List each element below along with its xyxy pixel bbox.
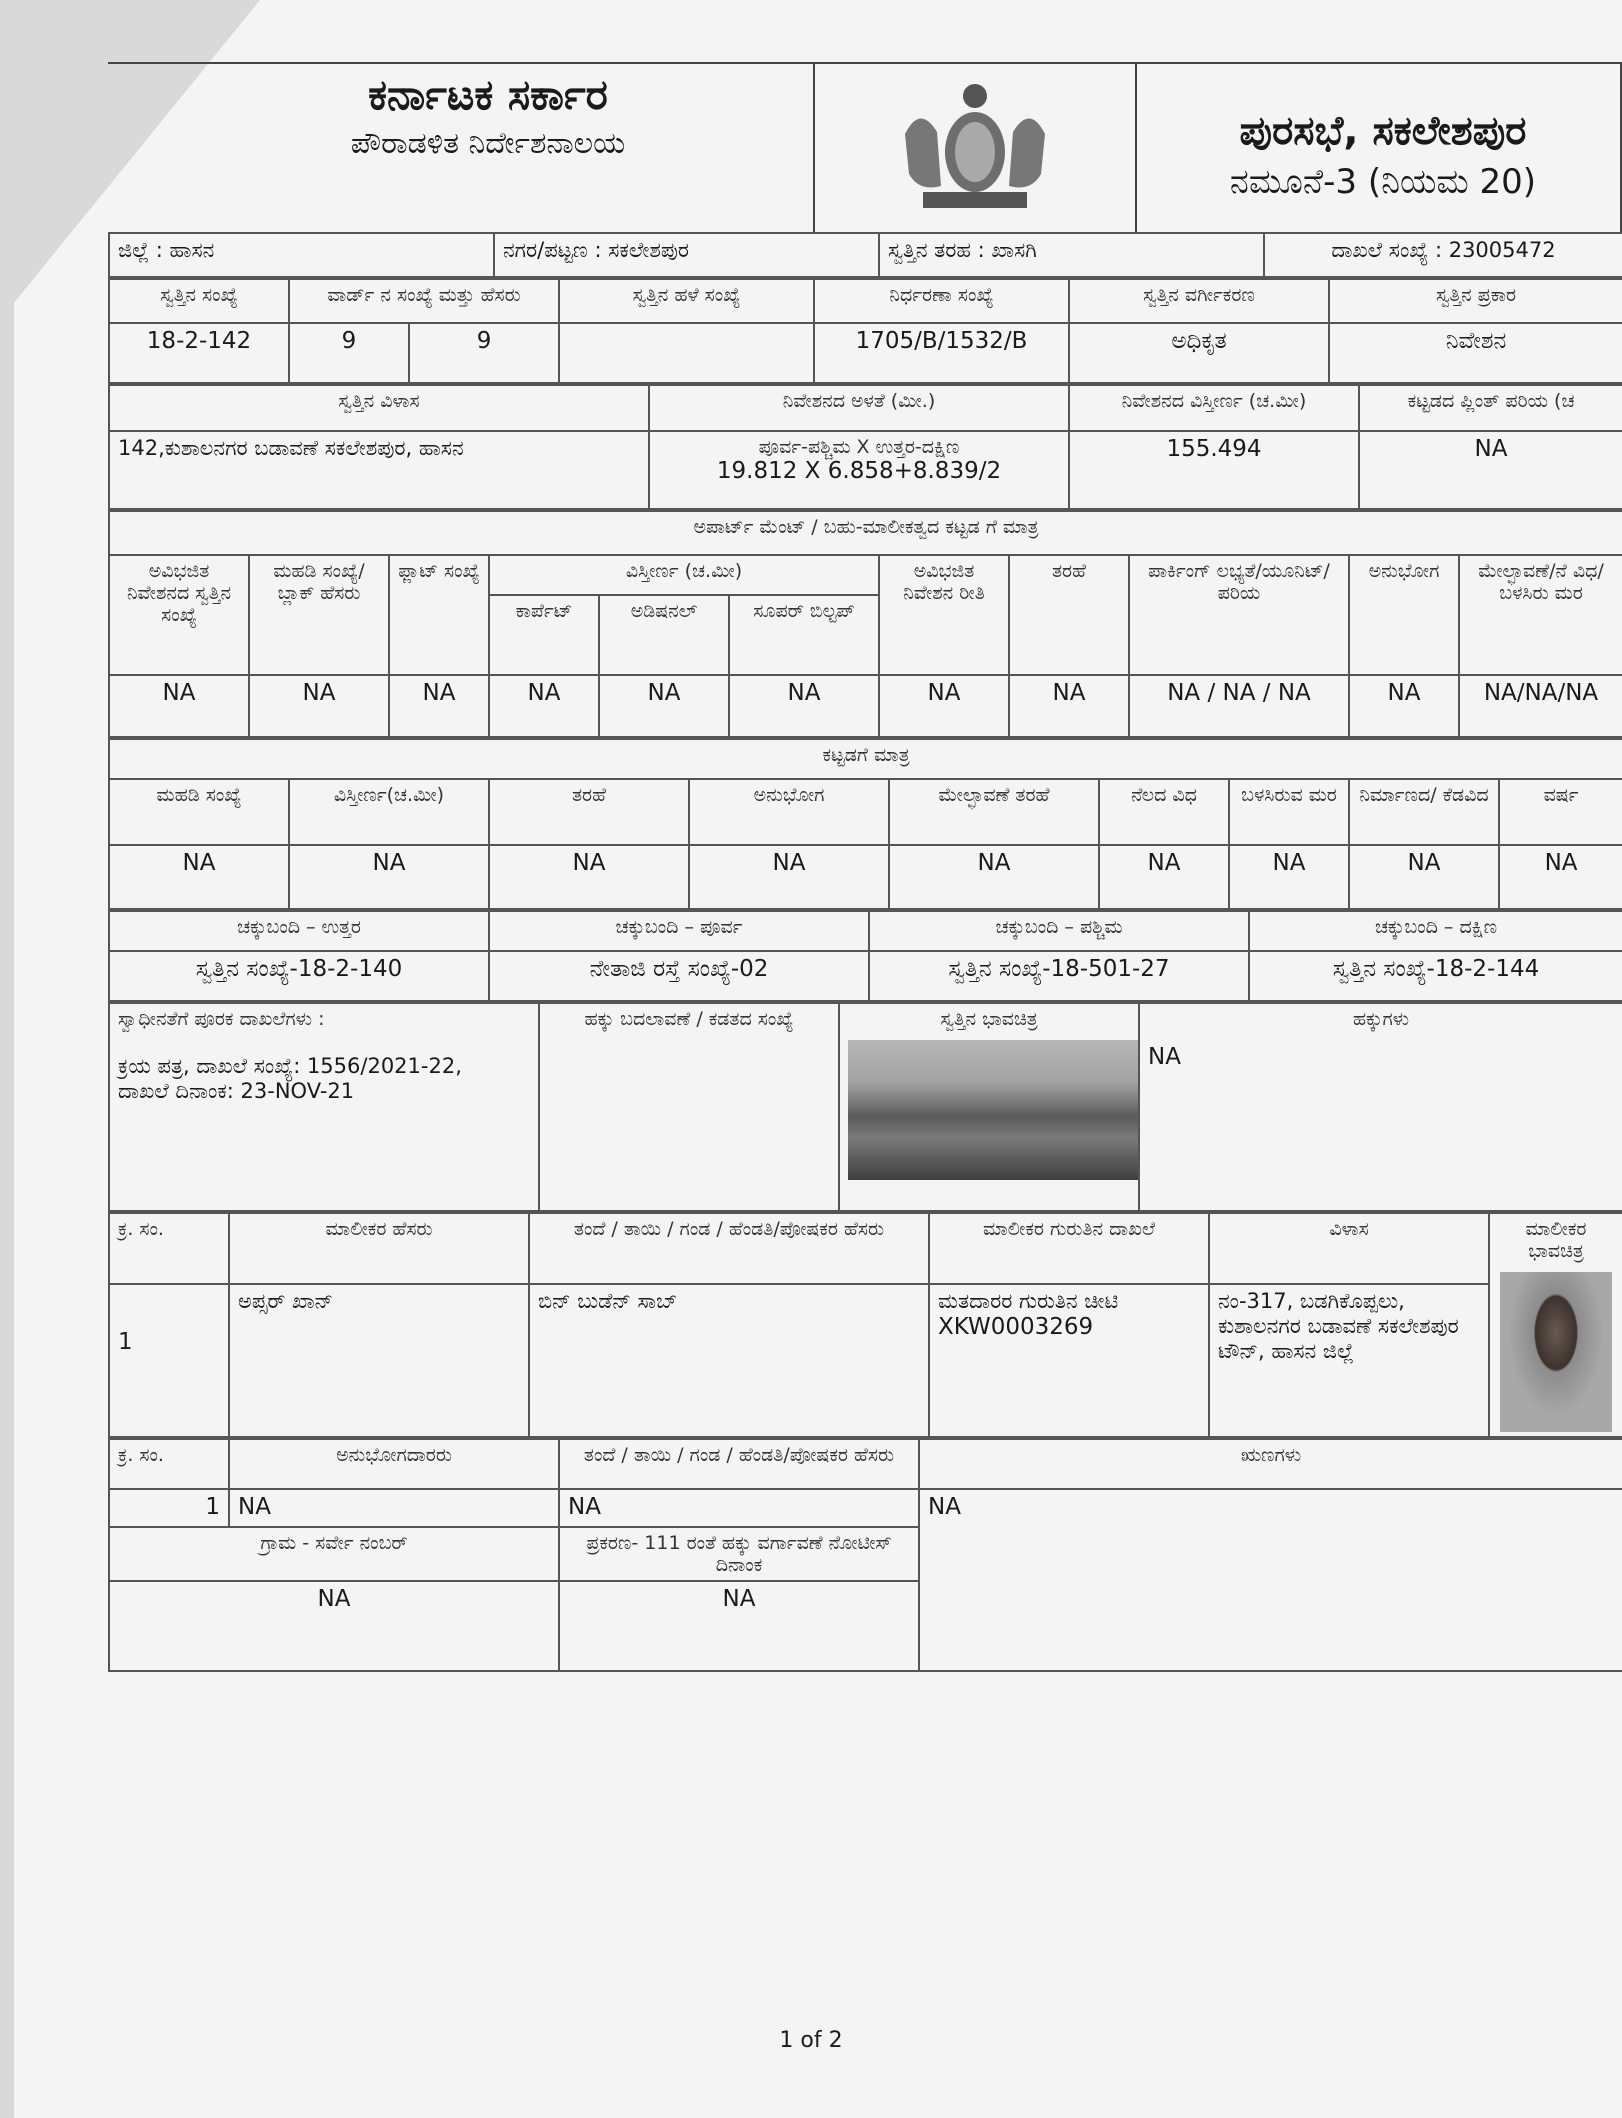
boundary-table	[108, 910, 1622, 1002]
bld-v2: NA	[489, 845, 689, 909]
occupant-sl: 1	[109, 1489, 229, 1527]
occupant-name-label: ಅನುಭೋಗದಾರರು	[229, 1439, 559, 1489]
owner-sl-value: 1	[118, 1329, 133, 1356]
bld-h3: ಅನುಭೋಗ	[689, 779, 889, 845]
property-table	[108, 278, 1622, 384]
owner-name: ಅಪ್ಸರ್ ಖಾನ್	[229, 1284, 529, 1437]
property-photo-label: ಸ್ವತ್ತಿನ ಭಾವಚಿತ್ರ	[940, 1008, 1038, 1030]
district-row	[108, 232, 1622, 278]
apt-area-group: ವಿಸ್ತೀರ್ಣ (ಚ.ಮೀ)	[489, 555, 879, 595]
building-band: ಕಟ್ಟಡಗೆ ಮಾತ್ರ	[109, 739, 1622, 779]
bld-h2: ತರಹೆ	[489, 779, 689, 845]
south-label: ಚಕ್ಕುಬಂದಿ – ದಕ್ಷಿಣ	[1249, 911, 1622, 951]
bld-h1: ವಿಸ್ತೀರ್ಣ(ಚ.ಮೀ)	[289, 779, 489, 845]
rights-value: NA	[1148, 1044, 1181, 1070]
bld-h0: ಮಹಡಿ ಸಂಖ್ಯೆ	[109, 779, 289, 845]
apt-h0: ಅವಿಭಜಿತ ನಿವೇಶನದ ಸ್ವತ್ತಿನ ಸಂಖ್ಯೆ	[109, 555, 249, 675]
apt-v5: NA	[729, 675, 879, 737]
apt-v4: NA	[599, 675, 729, 737]
form-number: ನಮೂನೆ-3 (ನಿಯಮ 20)	[1229, 162, 1537, 202]
owner-photo-label: ಮಾಲೀಕರ ಭಾವಚಿತ್ರ	[1525, 1218, 1587, 1262]
directorate-title: ಪೌರಾಡಳಿತ ನಿರ್ದೇಶನಾಲಯ	[350, 126, 626, 161]
debts-value: NA	[919, 1489, 1622, 1671]
supporting-docs-label: ಸ್ವಾಧೀನತೆಗೆ ಪೂರಕ ದಾಖಲೆಗಳು :	[118, 1008, 325, 1030]
old-no-label: ಸ್ವತ್ತಿನ ಹಳೆ ಸಂಖ್ಯೆ	[559, 279, 814, 323]
occupant-sl-label: ಕ್ರ. ಸಂ.	[109, 1439, 229, 1489]
owner-photo-cell	[1489, 1213, 1622, 1437]
mutation-label: ಹಕ್ಕು ಬದಲಾವಣೆ / ಕಡತದ ಸಂಖ್ಯೆ	[539, 1003, 839, 1211]
dimension-sub: ಪೂರ್ವ-ಪಶ್ಚಿಮ X ಉತ್ತರ-ದಕ್ಷಿಣ	[758, 436, 960, 458]
municipality-title: ಪುರಸಭೆ, ಸಕಲೇಶಪುರ	[1239, 108, 1527, 154]
north-label: ಚಕ್ಕುಬಂದಿ – ಉತ್ತರ	[109, 911, 489, 951]
assess-no: 1705/B/1532/B	[814, 323, 1069, 383]
municipality-heading	[1148, 64, 1618, 202]
old-no	[559, 323, 814, 383]
apt-v0: NA	[109, 675, 249, 737]
apt-h3: ಕಾರ್ಪೆಟ್	[489, 595, 599, 675]
apt-v2: NA	[389, 675, 489, 737]
debts-label: ಋಣಗಳು	[919, 1439, 1622, 1489]
town: ನಗರ/ಪಟ್ಟಣ : ಸಕಲೇಶಪುರ	[494, 233, 879, 277]
owner-relation: ಬಿನ್ ಬುಡೆನ್ ಸಾಬ್	[529, 1284, 929, 1437]
apt-h5: ಸೂಪರ್ ಬಿಲ್ಟಪ್	[729, 595, 879, 675]
owner-address: ನಂ-317, ಬಡಗಿಕೊಪ್ಪಲು, ಕುಶಾಲನಗರ ಬಡಾವಣೆ ಸಕಲೇಶಪುರ ಟೌನ್, ಹಾಸನ ಜಿಲ್ಲೆ	[1209, 1284, 1489, 1437]
apt-h10: ಮೇಲ್ಛಾವಣೆ/ನೆ ವಿಧ/ಬಳಸಿರು ಮರ	[1459, 555, 1622, 675]
owner-id-cell	[929, 1284, 1209, 1437]
apt-v3: NA	[489, 675, 599, 737]
east-boundary: ನೇತಾಜಿ ರಸ್ತೆ ಸಂಖ್ಯೆ-02	[489, 951, 869, 1001]
dimension-cell	[649, 431, 1069, 509]
east-label: ಚಕ್ಕುಬಂದಿ – ಪೂರ್ವ	[489, 911, 869, 951]
owner-address-label: ವಿಳಾಸ	[1209, 1213, 1489, 1284]
notice-value: NA	[559, 1581, 919, 1671]
west-label: ಚಕ್ಕುಬಂದಿ – ಪಶ್ಚಿಮ	[869, 911, 1249, 951]
bld-v0: NA	[109, 845, 289, 909]
occupant-name: NA	[229, 1489, 559, 1527]
occupant-relation: NA	[559, 1489, 919, 1527]
district: ಜಿಲ್ಲೆ : ಹಾಸನ	[109, 233, 494, 277]
bld-h6: ಬಳಸಿರುವ ಮರ	[1229, 779, 1349, 845]
assess-no-label: ನಿರ್ಧರಣಾ ಸಂಖ್ಯೆ	[814, 279, 1069, 323]
bld-v6: NA	[1229, 845, 1349, 909]
south-boundary: ಸ್ವತ್ತಿನ ಸಂಖ್ಯೆ-18-2-144	[1249, 951, 1622, 1001]
owner-id-label: ಮಾಲೀಕರ ಗುರುತಿನ ದಾಖಲೆ	[929, 1213, 1209, 1284]
bld-v4: NA	[889, 845, 1099, 909]
building-table	[108, 738, 1622, 910]
prop-no: 18-2-142	[109, 323, 289, 383]
owner-relation-label: ತಂದೆ / ತಾಯಿ / ಗಂಡ / ಹೆಂಡತಿ/ಪೋಷಕರ ಹೆಸರು	[529, 1213, 929, 1284]
owner-sl-label: ಕ್ರ. ಸಂ.	[109, 1213, 229, 1284]
apt-h2: ಫ್ಲಾಟ್ ಸಂಖ್ಯೆ	[389, 555, 489, 675]
notice-label: ಪ್ರಕರಣ- 111 ರಂತೆ ಹಕ್ಕು ವರ್ಗಾವಣೆ ನೋಟೀಸ್ ದಿನಾಂಕ	[559, 1527, 919, 1581]
documents-table	[108, 1002, 1622, 1212]
apt-h1: ಮಹಡಿ ಸಂಖ್ಯೆ/ಬ್ಲಾಕ್ ಹೆಸರು	[249, 555, 389, 675]
property-kind: ಸ್ವತ್ತಿನ ತರಹ : ಖಾಸಗಿ	[879, 233, 1264, 277]
area-label: ನಿವೇಶನದ ವಿಸ್ತೀರ್ಣ (ಚ.ಮೀ)	[1069, 385, 1359, 431]
rights-cell	[1139, 1003, 1622, 1211]
bld-v5: NA	[1099, 845, 1229, 909]
file-number: ದಾಖಲೆ ಸಂಖ್ಯೆ : 23005472	[1264, 233, 1622, 277]
bld-h8: ವರ್ಷ	[1499, 779, 1622, 845]
apt-v1: NA	[249, 675, 389, 737]
owner-photo	[1500, 1272, 1612, 1432]
apt-h4: ಅಡಿಷನಲ್	[599, 595, 729, 675]
apt-h7: ತರಹೆ	[1009, 555, 1129, 675]
apt-v6: NA	[879, 675, 1009, 737]
bld-v3: NA	[689, 845, 889, 909]
apt-v7: NA	[1009, 675, 1129, 737]
apt-v10: NA/NA/NA	[1459, 675, 1622, 737]
bld-h7: ನಿರ್ಮಾಣದ/ ಕೆಡವಿದ	[1349, 779, 1499, 845]
govt-title: ಕರ್ನಾಟಕ ಸರ್ಕಾರ	[368, 70, 608, 119]
ward-label: ವಾರ್ಡ್ ನ ಸಂಖ್ಯೆ ಮತ್ತು ಹೆಸರು	[289, 279, 559, 323]
classification: ಅಧಿಕೃತ	[1069, 323, 1329, 383]
site-table	[108, 384, 1622, 510]
occupant-relation-label: ತಂದೆ / ತಾಯಿ / ಗಂಡ / ಹೆಂಡತಿ/ಪೋಷಕರ ಹೆಸರು	[559, 1439, 919, 1489]
supporting-doc-line2: ದಾಖಲೆ ದಿನಾಂಕ: 23-NOV-21	[118, 1079, 355, 1103]
bld-h4: ಮೇಲ್ಛಾವಣೆ ತರಹೆ	[889, 779, 1099, 845]
apt-v9: NA	[1349, 675, 1459, 737]
emblem-icon	[875, 74, 1075, 224]
dimension-value: 19.812 X 6.858+8.839/2	[716, 458, 1002, 484]
area-value: 155.494	[1069, 431, 1359, 509]
survey-label: ಗ್ರಾಮ - ಸರ್ವೇ ನಂಬರ್	[109, 1527, 559, 1581]
page-number: 1 of 2	[779, 2028, 843, 2053]
apt-h6: ಅವಿಭಜಿತ ನಿವೇಶನ ರೀತಿ	[879, 555, 1009, 675]
address-label: ಸ್ವತ್ತಿನ ವಿಳಾಸ	[109, 385, 649, 431]
owner-id-type: ಮತದಾರರ ಗುರುತಿನ ಚೀಟಿ	[938, 1289, 1119, 1314]
rights-label: ಹಕ್ಕುಗಳು	[1352, 1008, 1410, 1030]
classification-label: ಸ್ವತ್ತಿನ ವರ್ಗೀಕರಣ	[1069, 279, 1329, 323]
apartment-band: ಅಪಾರ್ಟ್ ಮೆಂಟ್ / ಬಹು-ಮಾಲೀಕತ್ವದ ಕಟ್ಟಡ ಗೆ ಮಾತ್ರ	[109, 511, 1622, 555]
prop-no-label: ಸ್ವತ್ತಿನ ಸಂಖ್ಯೆ	[109, 279, 289, 323]
survey-value: NA	[109, 1581, 559, 1671]
apt-v8: NA / NA / NA	[1129, 675, 1349, 737]
plinth-value: NA	[1359, 431, 1622, 509]
owners-table	[108, 1212, 1622, 1438]
supporting-docs	[109, 1003, 539, 1211]
owner-sl	[109, 1284, 229, 1437]
ward-name: 9	[409, 323, 559, 383]
type-label: ಸ್ವತ್ತಿನ ಪ್ರಕಾರ	[1329, 279, 1622, 323]
bld-v8: NA	[1499, 845, 1622, 909]
apartment-table	[108, 510, 1622, 738]
occupants-table	[108, 1438, 1622, 1672]
govt-heading	[168, 64, 808, 161]
ward-no: 9	[289, 323, 409, 383]
owner-id-number: XKW0003269	[938, 1314, 1094, 1341]
supporting-doc-line1: ಕ್ರಯ ಪತ್ರ, ದಾಖಲೆ ಸಂಖ್ಯೆ: 1556/2021-22,	[118, 1054, 462, 1078]
state-emblem	[813, 64, 1137, 232]
apt-h9: ಅನುಭೋಗ	[1349, 555, 1459, 675]
property-type: ನಿವೇಶನ	[1329, 323, 1622, 383]
bld-v7: NA	[1349, 845, 1499, 909]
property-photo	[848, 1040, 1138, 1180]
property-address: 142,ಕುಶಾಲನಗರ ಬಡಾವಣೆ ಸಕಲೇಶಪುರ, ಹಾಸನ	[109, 431, 649, 509]
dimension-label: ನಿವೇಶನದ ಅಳತೆ (ಮೀ.)	[649, 385, 1069, 431]
form-header	[108, 62, 1622, 232]
owner-name-label: ಮಾಲೀಕರ ಹೆಸರು	[229, 1213, 529, 1284]
bld-h5: ನೆಲದ ವಿಧ	[1099, 779, 1229, 845]
plinth-label: ಕಟ್ಟಡದ ಪ್ಲಿಂತ್ ಪರಿಯ (ಚ	[1359, 385, 1622, 431]
west-boundary: ಸ್ವತ್ತಿನ ಸಂಖ್ಯೆ-18-501-27	[869, 951, 1249, 1001]
form-document	[108, 62, 1622, 1672]
property-photo-cell	[839, 1003, 1139, 1211]
north-boundary: ಸ್ವತ್ತಿನ ಸಂಖ್ಯೆ-18-2-140	[109, 951, 489, 1001]
bld-v1: NA	[289, 845, 489, 909]
apt-h8: ಪಾರ್ಕಿಂಗ್ ಲಭ್ಯತೆ/ಯೂನಿಟ್/ಪರಿಯ	[1129, 555, 1349, 675]
